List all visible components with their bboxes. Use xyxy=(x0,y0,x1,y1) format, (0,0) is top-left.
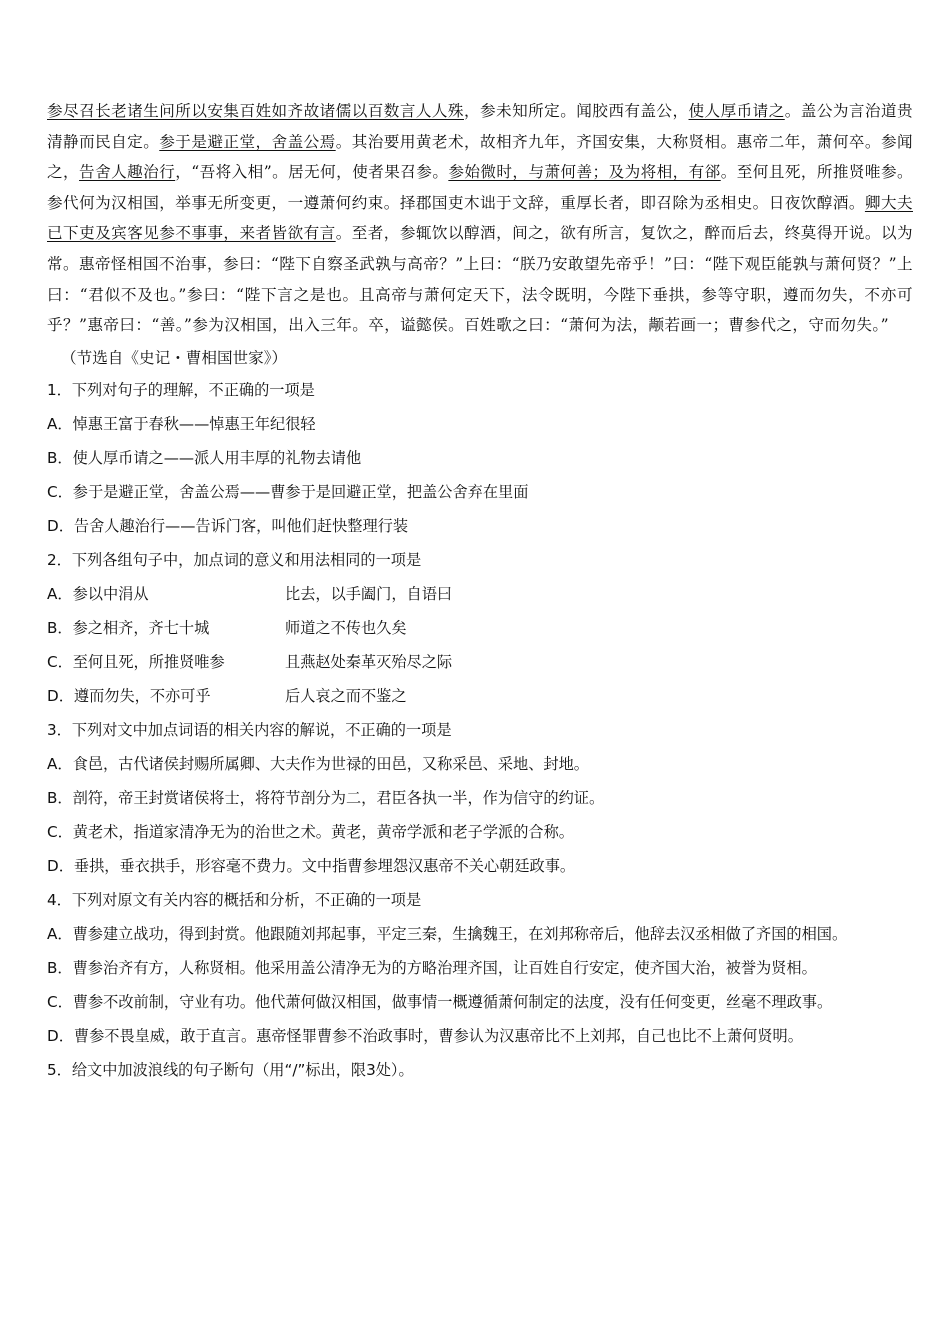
passage-segment: 。至何且死，所推贤唯参。参代何为汉相国，举事无所变更，一遵萧何约束。择郡国吏木诎于文辞，重厚长者，即召除为丞相史。日夜饮醇酒。 xyxy=(47,163,913,212)
option-sentence-2: 后人哀之而不鉴之 xyxy=(285,686,407,705)
question-stem: 3．下列对文中加点词语的相关内容的解说，不正确的一项是 xyxy=(47,720,452,739)
option-b: B．使人厚币请之——派人用丰厚的礼物去请他 xyxy=(47,448,362,467)
passage-segment: 。至者，参辄饮以醇酒，间之，欲有所言，复饮之，醉而后去，终莫得开说。以为常。惠帝怪相国不治事，参曰：“陛下自察圣武孰与高帝？”上曰：“朕乃安敢望先帝乎！”曰：“陛下观臣能孰与萧何贤？”上曰：“君似不及也。”参曰：“陛下言之是也。且高帝与萧何定天下，法令既明，今陛下垂拱，参等守职，遵而勿失，不亦可乎？”惠帝曰：“善。”参为汉相国，出入三年。卒，谥懿侯。百姓歌之曰：“萧何为法，颟若画一；曹参代之，守而勿失。” xyxy=(47,224,914,335)
passage-segment: 。盖公为言治道贵清静而民自定。 xyxy=(47,102,914,151)
option-d: D．曹参不畏皇威，敢于直言。惠帝怪罪曹参不治政事时，曹参认为汉惠帝比不上刘邦，自己也比不上萧何贤明。 xyxy=(47,1026,803,1045)
question-3 xyxy=(47,713,913,883)
wavy-sentence: 参尽召长老诸生问所以安集百姓如齐故诸儒以百数言人人殊 xyxy=(47,102,464,120)
question-5 xyxy=(47,1053,913,1087)
question-4 xyxy=(47,883,913,1053)
option-sentence-1: D．遵而勿失，不亦可乎 xyxy=(47,686,211,705)
underlined-phrase: 卿大夫已下吏及宾客见参不事事，来者皆欲有言 xyxy=(47,193,913,243)
passage-text xyxy=(47,96,913,341)
question-stem: 4．下列对原文有关内容的概括和分析，不正确的一项是 xyxy=(47,890,422,909)
option-d: D．告舍人趣治行——告诉门客，叫他们赶快整理行装 xyxy=(47,516,409,535)
passage-segment: 。其治要用黄老术，故相齐九年，齐国安集，大称贤相。惠帝二年，萧何卒。参闻之， xyxy=(47,132,913,182)
passage-source: （节选自《史记・曹相国世家》） xyxy=(61,348,288,367)
passage-segment: ，“吾将入相”。居无何，使者果召参。 xyxy=(175,163,449,182)
option-c: C．参于是避正堂，舍盖公焉——曹参于是回避正堂，把盖公舍弃在里面 xyxy=(47,482,529,501)
option-a xyxy=(47,577,913,611)
question-1 xyxy=(47,373,913,543)
underlined-phrase: 使人厚币请之 xyxy=(688,102,785,120)
passage xyxy=(47,96,913,373)
question-stem: 5．给文中加波浪线的句子断句（用“/”标出，限3处）。 xyxy=(47,1060,414,1079)
option-sentence-2: 比去，以手阖门，自语曰 xyxy=(285,584,453,603)
underlined-phrase: 参于是避正堂，舍盖公焉 xyxy=(159,132,336,151)
underlined-phrase: 告舍人趣治行 xyxy=(79,163,176,182)
option-a: A．曹参建立战功，得到封赏。他跟随刘邦起事，平定三秦，生擒魏王，在刘邦称帝后，他辞去汉丞相做了齐国的相国。 xyxy=(47,924,848,943)
option-d xyxy=(47,679,913,713)
option-a: A．食邑，古代诸侯封赐所属卿、大夫作为世禄的田邑，又称采邑、采地、封地。 xyxy=(47,754,589,773)
option-c: C．黄老术，指道家清净无为的治世之术。黄老，黄帝学派和老子学派的合称。 xyxy=(47,822,574,841)
option-c: C．曹参不改前制，守业有功。他代萧何做汉相国，做事情一概遵循萧何制定的法度，没有任何变更，丝毫不理政事。 xyxy=(47,992,833,1011)
option-b: B．曹参治齐有方，人称贤相。他采用盖公清净无为的方略治理齐国，让百姓自行安定，使齐国大治，被誉为贤相。 xyxy=(47,958,817,977)
question-stem: 1．下列对句子的理解，不正确的一项是 xyxy=(47,380,315,399)
option-sentence-1: B．参之相齐，齐七十城 xyxy=(47,618,210,637)
option-d: D．垂拱，垂衣拱手，形容毫不费力。文中指曹参埋怨汉惠帝不关心朝廷政事。 xyxy=(47,856,576,875)
option-b xyxy=(47,611,913,645)
option-b: B．剖符，帝王封赏诸侯将士，将符节剖分为二，君臣各执一半，作为信守的约证。 xyxy=(47,788,605,807)
passage-segment: ，参未知所定。闻胶西有盖公， xyxy=(463,102,689,120)
document-page xyxy=(47,96,913,1087)
underlined-phrase: 参始微时，与萧何善；及为将相，有郤 xyxy=(448,163,721,182)
question-stem: 2．下列各组句子中，加点词的意义和用法相同的一项是 xyxy=(47,550,422,569)
option-sentence-1: A．参以中涓从 xyxy=(47,584,149,603)
option-a: A．悼惠王富于春秋——悼惠王年纪很轻 xyxy=(47,414,316,433)
option-c xyxy=(47,645,913,679)
option-sentence-2: 师道之不传也久矣 xyxy=(285,618,407,637)
option-sentence-1: C．至何且死，所推贤唯参 xyxy=(47,652,225,671)
question-2 xyxy=(47,543,913,713)
option-sentence-2: 且燕赵处秦革灭殆尽之际 xyxy=(285,652,453,671)
